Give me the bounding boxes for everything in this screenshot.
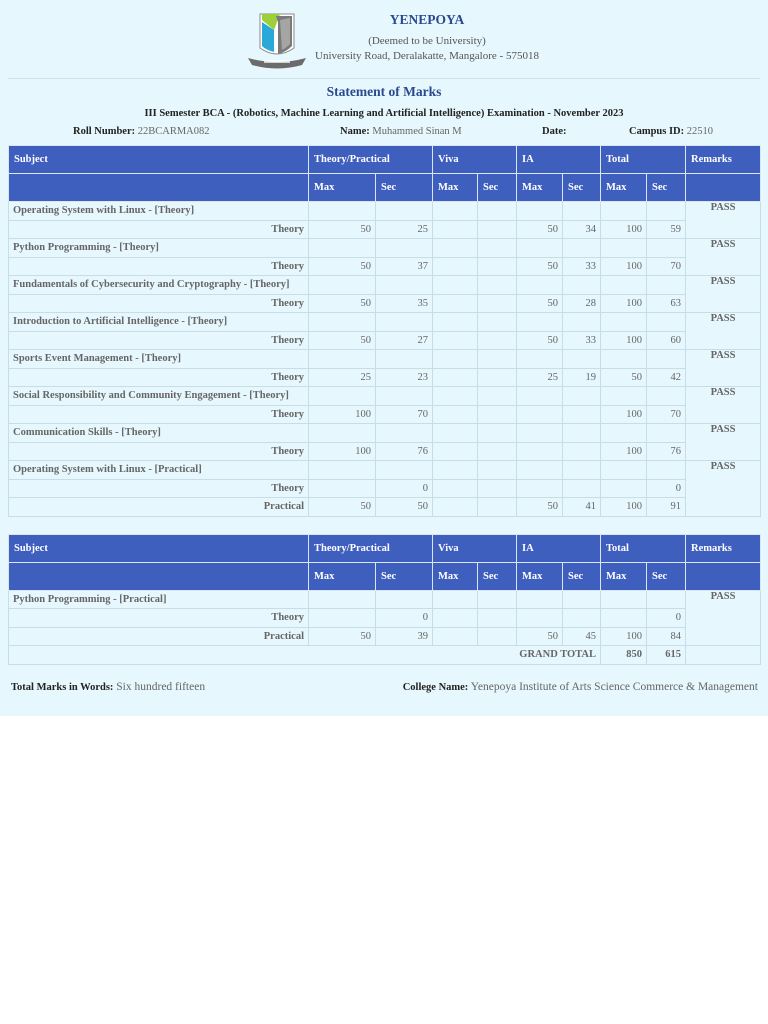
subject-name: Python Programming - [Theory] (9, 239, 309, 258)
mark-tp-sec: 35 (376, 294, 433, 313)
component-label: Practical (9, 627, 309, 646)
component-label: Theory (9, 442, 309, 461)
mark-viva-max (433, 479, 478, 498)
mark-tp-sec: 76 (376, 442, 433, 461)
mark-tot-sec: 91 (647, 498, 686, 517)
mark-tot-sec: 0 (647, 609, 686, 628)
mark-tot-sec: 0 (647, 479, 686, 498)
mark-tp-max: 50 (309, 331, 376, 350)
grand-total-sec: 615 (647, 646, 686, 665)
col-subject: Subject (9, 146, 309, 174)
mark-tp-max: 100 (309, 405, 376, 424)
mark-viva-sec (478, 220, 517, 239)
col-tot-sec: Sec (647, 562, 686, 590)
subject-name: Sports Event Management - [Theory] (9, 350, 309, 369)
col-viva-sec: Sec (478, 174, 517, 202)
col-remarks: Remarks (686, 534, 761, 562)
mark-ia-max (517, 609, 563, 628)
mark-tp-max: 50 (309, 257, 376, 276)
mark-tp-sec: 39 (376, 627, 433, 646)
mark-ia-sec: 41 (563, 498, 601, 517)
mark-tot-max: 100 (601, 405, 647, 424)
subject-name: Social Responsibility and Community Engagement - [Theory] (9, 387, 309, 406)
col-ia: IA (517, 534, 601, 562)
mark-tp-max: 50 (309, 220, 376, 239)
mark-viva-sec (478, 609, 517, 628)
mark-ia-sec (563, 405, 601, 424)
mark-ia-sec (563, 442, 601, 461)
mark-ia-sec: 45 (563, 627, 601, 646)
mark-tp-max: 50 (309, 627, 376, 646)
mark-viva-sec (478, 627, 517, 646)
mark-tot-max (601, 609, 647, 628)
col-subject-sub (9, 174, 309, 202)
subject-row (9, 424, 761, 443)
remark-badge: PASS (686, 424, 761, 461)
col-tot-max: Max (601, 174, 647, 202)
mark-viva-sec (478, 405, 517, 424)
mark-ia-sec: 33 (563, 257, 601, 276)
remark-badge: PASS (686, 461, 761, 517)
mark-viva-sec (478, 294, 517, 313)
subject-row (9, 202, 761, 221)
col-remarks: Remarks (686, 146, 761, 174)
col-tot-max: Max (601, 562, 647, 590)
mark-tot-sec: 76 (647, 442, 686, 461)
mark-tp-sec: 25 (376, 220, 433, 239)
mark-tp-sec: 50 (376, 498, 433, 517)
col-theory-practical: Theory/Practical (309, 146, 433, 174)
component-row (9, 405, 761, 424)
col-viva: Viva (433, 146, 517, 174)
remark-badge: PASS (686, 202, 761, 239)
subject-row (9, 239, 761, 258)
student-name: Name: Muhammed Sinan M (340, 126, 462, 137)
mark-viva-sec (478, 331, 517, 350)
exam-title: III Semester BCA - (Robotics, Machine Learning and Artificial Intelligence) Examination - November 2023 (144, 108, 624, 119)
mark-viva-max (433, 498, 478, 517)
roll-number: Roll Number: 22BCARMA082 (73, 126, 210, 137)
component-row (9, 294, 761, 313)
component-row (9, 627, 761, 646)
statement-title: Statement of Marks (326, 84, 442, 99)
component-row (9, 368, 761, 387)
mark-tot-max (601, 479, 647, 498)
mark-tot-max: 50 (601, 368, 647, 387)
mark-tp-sec: 0 (376, 479, 433, 498)
subject-row (9, 350, 761, 369)
col-remarks-sub (686, 562, 761, 590)
mark-ia-max: 50 (517, 498, 563, 517)
remark-badge: PASS (686, 350, 761, 387)
col-tp-sec: Sec (376, 174, 433, 202)
mark-ia-max (517, 442, 563, 461)
mark-tot-sec: 84 (647, 627, 686, 646)
grand-total-row (9, 646, 761, 665)
mark-ia-max (517, 479, 563, 498)
col-tp-max: Max (309, 562, 376, 590)
mark-ia-max: 25 (517, 368, 563, 387)
mark-tot-max: 100 (601, 331, 647, 350)
component-label: Theory (9, 405, 309, 424)
mark-ia-max: 50 (517, 220, 563, 239)
grand-total-label: GRAND TOTAL (9, 646, 601, 665)
component-label: Theory (9, 220, 309, 239)
subject-row (9, 461, 761, 480)
total-marks-in-words: Total Marks in Words: Six hundred fifteen (11, 680, 206, 693)
component-label: Practical (9, 498, 309, 517)
mark-ia-max (517, 405, 563, 424)
mark-ia-sec: 34 (563, 220, 601, 239)
subject-name: Operating System with Linux - [Practical] (9, 461, 309, 480)
mark-ia-max: 50 (517, 294, 563, 313)
component-row (9, 331, 761, 350)
mark-tp-sec: 0 (376, 609, 433, 628)
mark-ia-max: 50 (517, 331, 563, 350)
mark-viva-max (433, 368, 478, 387)
mark-tot-sec: 70 (647, 405, 686, 424)
university-address: University Road, Deralakatte, Mangalore - 575018 (315, 50, 539, 62)
mark-viva-max (433, 442, 478, 461)
grand-total-max: 850 (601, 646, 647, 665)
col-tp-sec: Sec (376, 562, 433, 590)
mark-viva-max (433, 609, 478, 628)
component-label: Theory (9, 479, 309, 498)
mark-ia-max: 50 (517, 257, 563, 276)
mark-tot-max: 100 (601, 627, 647, 646)
col-remarks-sub (686, 174, 761, 202)
component-row (9, 220, 761, 239)
mark-tp-max: 100 (309, 442, 376, 461)
col-viva: Viva (433, 534, 517, 562)
subject-row (9, 313, 761, 332)
mark-tot-sec: 63 (647, 294, 686, 313)
subject-row (9, 387, 761, 406)
mark-viva-max (433, 405, 478, 424)
mark-viva-max (433, 294, 478, 313)
component-row (9, 479, 761, 498)
subject-row (9, 590, 761, 609)
component-row (9, 498, 761, 517)
remark-badge: PASS (686, 276, 761, 313)
mark-ia-sec: 19 (563, 368, 601, 387)
marks-table-1 (8, 145, 761, 517)
mark-tp-sec: 70 (376, 405, 433, 424)
college-name: College Name: Yenepoya Institute of Arts Science Commerce & Management (402, 680, 758, 693)
col-ia-max: Max (517, 562, 563, 590)
mark-tot-max: 100 (601, 498, 647, 517)
mark-viva-sec (478, 257, 517, 276)
mark-tot-sec: 60 (647, 331, 686, 350)
component-row (9, 257, 761, 276)
subject-name: Operating System with Linux - [Theory] (9, 202, 309, 221)
mark-ia-sec: 28 (563, 294, 601, 313)
remark-badge: PASS (686, 239, 761, 276)
mark-tp-sec: 23 (376, 368, 433, 387)
col-subject: Subject (9, 534, 309, 562)
date-field: Date: (542, 126, 567, 137)
col-viva-max: Max (433, 174, 478, 202)
remark-badge: PASS (686, 313, 761, 350)
subject-name: Communication Skills - [Theory] (9, 424, 309, 443)
mark-viva-sec (478, 368, 517, 387)
mark-tot-sec: 70 (647, 257, 686, 276)
mark-tp-max (309, 479, 376, 498)
mark-tp-max: 50 (309, 294, 376, 313)
mark-tot-max: 100 (601, 442, 647, 461)
student-info (8, 119, 760, 145)
col-subject-sub (9, 562, 309, 590)
mark-tp-max: 25 (309, 368, 376, 387)
component-label: Theory (9, 294, 309, 313)
mark-viva-max (433, 220, 478, 239)
mark-tot-sec: 42 (647, 368, 686, 387)
remark-badge: PASS (686, 590, 761, 646)
university-logo-icon (244, 8, 310, 72)
mark-viva-max (433, 257, 478, 276)
subject-name: Introduction to Artificial Intelligence - [Theory] (9, 313, 309, 332)
mark-ia-sec (563, 479, 601, 498)
col-ia: IA (517, 146, 601, 174)
mark-tot-max: 100 (601, 294, 647, 313)
mark-viva-sec (478, 442, 517, 461)
component-row (9, 442, 761, 461)
campus-id: Campus ID: 22510 (629, 126, 714, 137)
mark-tp-sec: 27 (376, 331, 433, 350)
university-subtitle: (Deemed to be University) (368, 35, 486, 47)
component-label: Theory (9, 368, 309, 387)
col-tot-sec: Sec (647, 174, 686, 202)
remark-badge: PASS (686, 387, 761, 424)
mark-viva-sec (478, 479, 517, 498)
component-label: Theory (9, 609, 309, 628)
university-name: YENEPOYA (389, 12, 465, 27)
mark-tot-max: 100 (601, 257, 647, 276)
footer (8, 675, 760, 705)
mark-tp-max: 50 (309, 498, 376, 517)
subject-name: Python Programming - [Practical] (9, 590, 309, 609)
mark-viva-sec (478, 498, 517, 517)
mark-viva-max (433, 627, 478, 646)
subject-row (9, 276, 761, 295)
marks-table-2 (8, 534, 761, 665)
mark-ia-sec: 33 (563, 331, 601, 350)
col-theory-practical: Theory/Practical (309, 534, 433, 562)
col-total: Total (601, 146, 686, 174)
component-label: Theory (9, 331, 309, 350)
mark-tot-max: 100 (601, 220, 647, 239)
component-label: Theory (9, 257, 309, 276)
col-total: Total (601, 534, 686, 562)
col-ia-sec: Sec (563, 174, 601, 202)
mark-ia-sec (563, 609, 601, 628)
mark-viva-max (433, 331, 478, 350)
col-ia-max: Max (517, 174, 563, 202)
mark-tp-sec: 37 (376, 257, 433, 276)
university-header (8, 0, 760, 79)
col-ia-sec: Sec (563, 562, 601, 590)
mark-ia-max: 50 (517, 627, 563, 646)
mark-tp-max (309, 609, 376, 628)
subject-name: Fundamentals of Cybersecurity and Cryptography - [Theory] (9, 276, 309, 295)
col-viva-sec: Sec (478, 562, 517, 590)
col-viva-max: Max (433, 562, 478, 590)
col-tp-max: Max (309, 174, 376, 202)
mark-tot-sec: 59 (647, 220, 686, 239)
component-row (9, 609, 761, 628)
